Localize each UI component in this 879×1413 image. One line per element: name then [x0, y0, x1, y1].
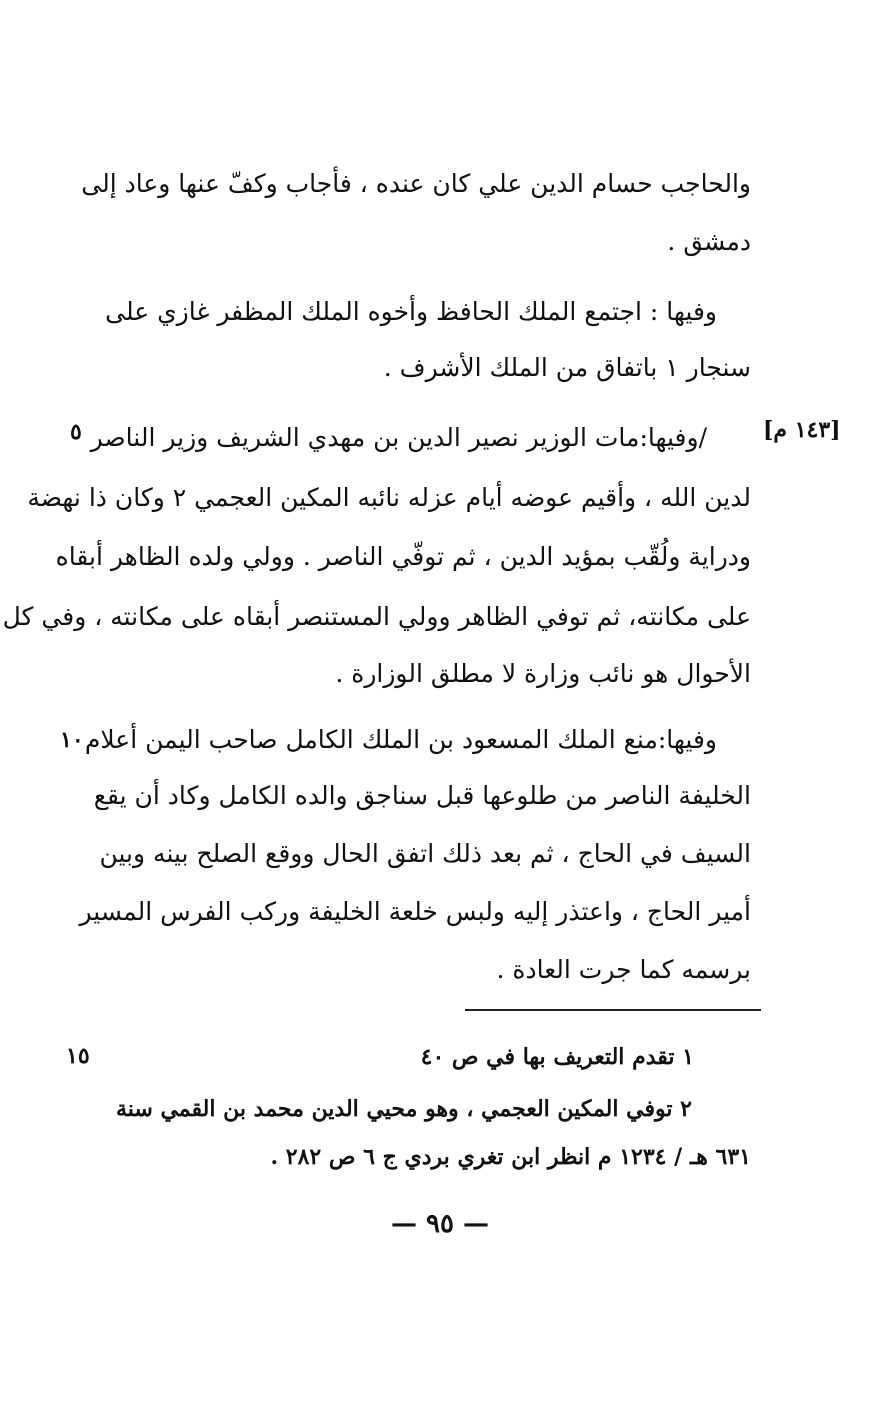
text-line: أمير الحاج ، واعتذر إليه ولبس خلعة الخليفة وركب الفرس المسير: [79, 897, 751, 926]
text-line: لدين الله ، وأقيم عوضه أيام عزله نائبه المكين العجمي ٢ وكان ذا نهضة: [27, 483, 751, 512]
text-line: وفيها : اجتمع الملك الحافظ وأخوه الملك المظفر غازي على: [105, 297, 717, 326]
text-line: ودراية ولُقّب بمؤيد الدين ، ثم توفّي الناصر . وولي ولده الظاهر أبقاه: [55, 542, 751, 571]
text-line: والحاجب حسام الدين علي كان عنده ، فأجاب وكفّ عنها وعاد إلى: [81, 169, 751, 198]
line-number-5: ٥: [70, 419, 82, 445]
text-line: الأحوال هو نائب وزارة لا مطلق الوزارة .: [335, 659, 751, 688]
text-line: على مكانته، ثم توفي الظاهر وولي المستنصر أبقاه على مكانته ، وفي كل: [2, 602, 751, 631]
text-line: برسمه كما جرت العادة .: [496, 955, 751, 984]
text-line: السيف في الحاج ، ثم بعد ذلك اتفق الحال ووقع الصلح بينه وبين: [99, 839, 751, 868]
text-line: وفيها:منع الملك المسعود بن الملك الكامل صاحب اليمن أعلام: [84, 725, 717, 754]
text-line: /وفيها:مات الوزير نصير الدين بن مهدي الشريف وزير الناصر: [90, 423, 707, 452]
text-line: الخليفة الناصر من طلوعها قبل سناجق والده الكامل وكاد أن يقع: [93, 781, 751, 810]
folio-marker: [١٤٣ م]: [763, 417, 841, 443]
text-line: دمشق .: [667, 227, 751, 256]
line-number-10: ١٠: [60, 727, 84, 753]
text-line: سنجار ١ باتفاق من الملك الأشرف .: [383, 353, 751, 382]
footnote-1: ١ تقدم التعريف بها في ص ٤٠: [420, 1044, 694, 1070]
page-number: — ٩٥ —: [390, 1209, 490, 1239]
line-number-15: ١٥: [66, 1043, 90, 1069]
footnote-2-continued: ٦٣١ هـ / ١٢٣٤ م انظر ابن تغري بردي ج ٦ ص ٢٨٢ .: [270, 1144, 751, 1170]
footnote-separator: [465, 1009, 761, 1011]
footnote-2: ٢ توفي المكين العجمي ، وهو محيي الدين محمد بن القمي سنة: [115, 1096, 692, 1122]
